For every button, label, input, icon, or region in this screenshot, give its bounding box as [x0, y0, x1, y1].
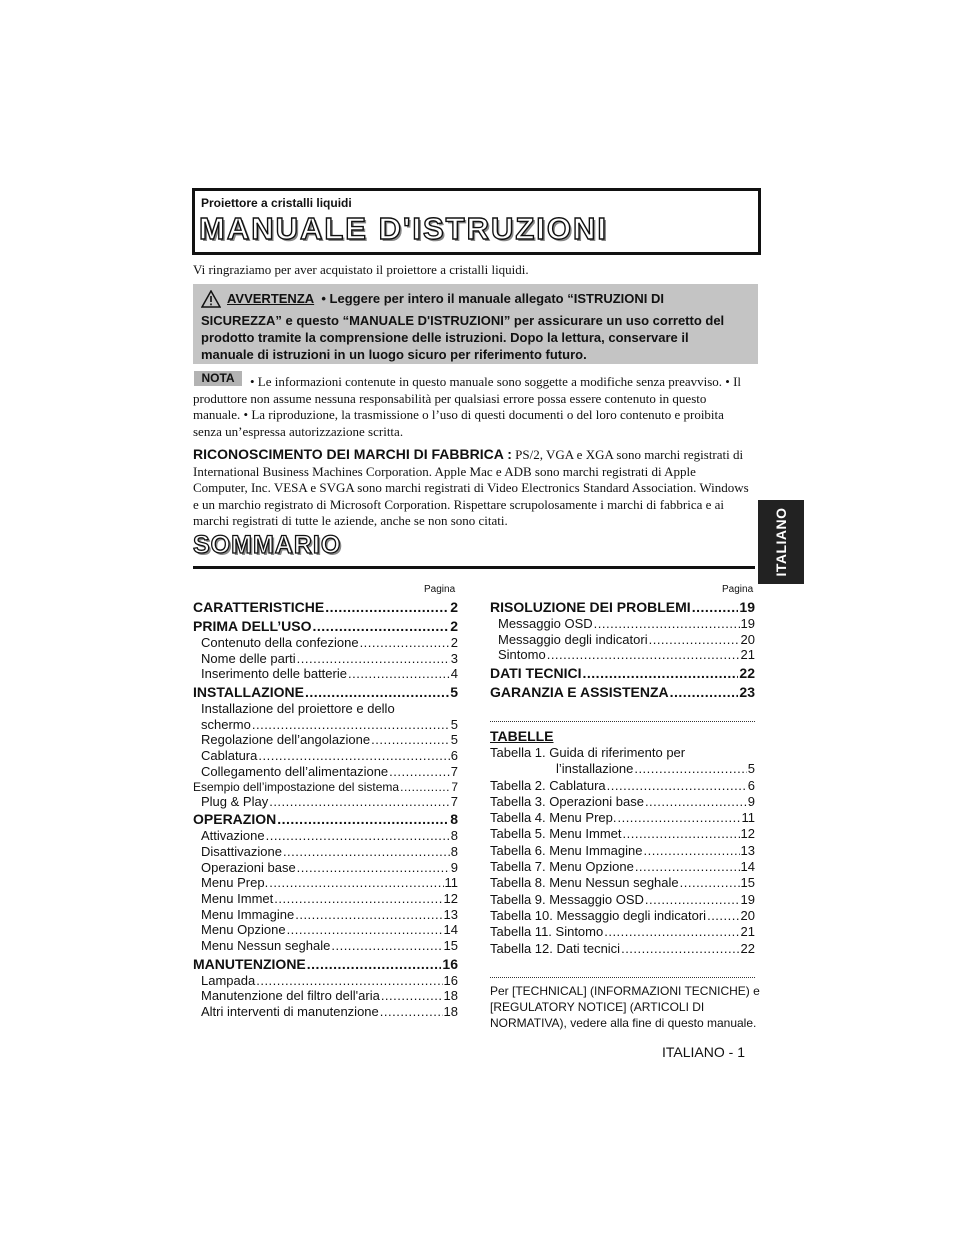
toc-entry	[193, 1004, 458, 1020]
toc-section-entry	[490, 598, 755, 616]
toc-leader-dots	[583, 664, 739, 682]
nota-text: • Le informazioni contenute in questo manuale sono soggette a modifiche senza preavviso. • Il produttore non assume nessuna responsabilità per qualsiasi errore possa essere contenuto in questo manuale. • La riproduzione, la trasmissione o l’uso di questi documenti o del loro contenuto e proibita senza un’espressa autorizzazione scritta.	[193, 374, 742, 439]
tabelle-leader-dots	[645, 794, 747, 810]
toc-entry-label: Messaggio OSD	[498, 616, 593, 631]
toc-entry-page: 9	[450, 859, 458, 875]
tabelle-leader-dots	[680, 875, 740, 891]
toc-entry-label: Menu Nessun seghale	[201, 938, 331, 953]
tabelle-list	[490, 745, 755, 957]
toc-entry-label: OPERAZION	[193, 811, 277, 828]
tabelle-entry-label: Tabella 2. Cablatura	[490, 777, 606, 793]
toc-leader-dots	[649, 632, 740, 648]
toc-entry-label: Contenuto della confezione	[201, 635, 359, 650]
tabelle-leader-dots	[707, 908, 739, 924]
toc-entry-page: 11	[444, 875, 458, 891]
toc-entry-label: Messaggio degli indicatori	[498, 631, 648, 647]
toc-entry	[193, 717, 458, 733]
toc-entry	[193, 844, 458, 860]
toc-leader-dots	[266, 828, 450, 844]
tabelle-entry	[490, 810, 755, 826]
tabelle-leader-dots	[607, 778, 747, 794]
toc-section-entry	[490, 664, 755, 682]
toc-entry-label: Lampada	[201, 972, 256, 988]
toc-leader-dots	[307, 955, 442, 973]
toc-leader-dots	[252, 717, 450, 733]
toc-leader-dots	[381, 988, 443, 1004]
toc-entry	[193, 922, 458, 938]
nota-label: NOTA	[194, 371, 242, 386]
toc-leader-dots	[274, 891, 442, 907]
document-title: MANUALE D'ISTRUZIONI	[199, 211, 609, 246]
toc-entry	[193, 651, 458, 667]
tabelle-entry-page: 19	[740, 891, 755, 907]
toc-entry-page: 20	[740, 631, 755, 647]
toc-entry	[193, 666, 458, 682]
toc-leader-dots	[295, 907, 442, 923]
toc-leader-dots	[297, 860, 450, 876]
toc-leader-dots	[325, 598, 449, 616]
toc-entry-label: Operazioni base	[201, 859, 296, 875]
pagina-label-right: Pagina	[722, 584, 754, 595]
toc-entry-label: RISOLUZIONE DEI PROBLEMI	[490, 599, 691, 615]
tabelle-entry-label: Tabella 10. Messaggio degli indicatori	[490, 907, 707, 923]
language-side-tab-label: ITALIANO	[773, 507, 789, 577]
tabelle-entry-page: 11	[741, 810, 755, 826]
toc-entry-page: 5	[450, 732, 458, 748]
toc-entry	[193, 875, 458, 891]
tabelle-leader-dots	[634, 761, 746, 777]
toc-entry-page: 8	[450, 811, 458, 828]
tabelle-entry	[490, 859, 755, 875]
warning-label: AVVERTENZA	[227, 291, 315, 306]
tabelle-entry-label: Tabella 11. Sintomo	[490, 924, 604, 940]
toc-leader-dots	[258, 748, 449, 764]
tabelle-entry-page: 22	[740, 940, 755, 956]
tabelle-leader-dots	[617, 810, 740, 826]
toc-leader-dots	[305, 683, 449, 701]
toc-leader-dots	[313, 617, 450, 635]
toc-entry-page: 4	[450, 666, 458, 682]
toc-entry	[193, 938, 458, 954]
toc-entry-page: 19	[739, 599, 755, 615]
tabelle-entry-page: 14	[740, 859, 755, 875]
toc-section-entry	[193, 955, 458, 973]
tabelle-entry-label: Tabella 8. Menu Nessun seghale	[490, 875, 679, 891]
toc-entry	[193, 732, 458, 748]
tabelle-entry	[490, 908, 755, 924]
toc-entry	[193, 635, 458, 651]
toc-entry-page: 18	[443, 988, 458, 1004]
toc-entry-page: 16	[443, 972, 458, 988]
toc-section-entry	[193, 810, 458, 828]
toc-entry-page: 7	[450, 793, 458, 809]
title-box	[192, 188, 761, 255]
toc-entry	[490, 616, 755, 632]
tabelle-entry	[490, 794, 755, 810]
toc-entry-label: Attivazione	[201, 828, 265, 844]
toc-entry-page: 23	[739, 684, 755, 701]
toc-entry-page: 13	[443, 906, 458, 922]
toc-entry-label: schermo	[201, 716, 251, 732]
warning-triangle-icon	[201, 290, 227, 312]
tabelle-entry-label: Tabella 12. Dati tecnici	[490, 940, 621, 956]
pagina-label-left: Pagina	[424, 584, 456, 595]
tabelle-entry-page: 21	[740, 924, 755, 940]
tabelle-entry	[490, 843, 755, 859]
toc-entry-page: 7	[451, 779, 458, 794]
tabelle-entry	[490, 745, 755, 761]
toc-entry-label: Nome delle parti	[201, 650, 296, 666]
toc-entry	[490, 632, 755, 648]
toc-entry	[193, 780, 458, 794]
tabelle-entry-page: 15	[740, 875, 755, 891]
toc-title-rule	[193, 566, 755, 569]
toc-leader-dots	[594, 616, 740, 632]
toc-entry	[193, 748, 458, 764]
toc-entry-page: 16	[442, 955, 458, 972]
tabelle-entry-label: Tabella 1. Guida di riferimento per	[490, 745, 686, 760]
toc-entry-label: CARATTERISTICHE	[193, 599, 325, 615]
toc-entry-label: Disattivazione	[201, 843, 282, 859]
tabelle-entry-label: Tabella 7. Menu Opzione	[490, 859, 634, 875]
warning-text	[201, 290, 741, 363]
tabelle-entry-label: Tabella 6. Menu Immagine	[490, 842, 643, 858]
toc-entry-page: 14	[443, 922, 458, 938]
toc-leader-dots	[371, 732, 450, 748]
toc-entry-page: 5	[450, 716, 458, 732]
tabelle-entry	[490, 875, 755, 891]
toc-leader-dots	[283, 844, 450, 860]
warning-body: • Leggere per intero il manuale allegato “ISTRUZIONI DI SICUREZZA” e questo “MANUALE D'ISTRUZIONI” per assicurare un uso corretto del prodotto tramite la comprensione delle istruzioni. Dopo la lettura, conservare il manuale di istruzioni in un luogo sicuro per riferimento futuro.	[201, 291, 725, 362]
tabelle-entry-label: l’installazione	[556, 761, 634, 777]
toc-entry-page: 3	[450, 650, 458, 666]
toc-leader-dots	[297, 651, 450, 667]
tabelle-entry	[490, 924, 755, 940]
trademarks-heading: RICONOSCIMENTO DEI MARCHI DI FABBRICA :	[193, 446, 512, 462]
toc-entry-label: PRIMA DELL’USO	[193, 618, 312, 634]
toc-leader-dots	[269, 875, 443, 891]
toc-leader-dots	[360, 635, 450, 651]
toc-entry-page: 15	[443, 938, 458, 953]
toc-entry-label: Regolazione dell’angolazione	[201, 732, 371, 748]
toc-entry	[193, 973, 458, 989]
toc-leader-dots	[256, 973, 442, 989]
toc-leader-dots	[692, 598, 739, 616]
tabelle-leader-dots	[621, 941, 739, 957]
toc-entry-page: 6	[450, 748, 458, 764]
toc-entry	[193, 907, 458, 923]
toc-entry-page: 2	[450, 635, 458, 650]
toc-leader-dots	[331, 938, 442, 954]
toc-entry	[490, 647, 755, 663]
toc-entry-page: 21	[740, 647, 755, 663]
toc-entry-page: 2	[450, 618, 458, 634]
tabelle-entry	[490, 941, 755, 957]
toc-leader-dots	[380, 1004, 443, 1020]
document-subtitle: Proiettore a cristalli liquidi	[201, 196, 352, 210]
toc-leader-dots	[287, 922, 443, 938]
toc-entry-label: Menu Prep.	[201, 875, 269, 891]
tabelle-entry	[490, 892, 755, 908]
tabelle-entry	[490, 778, 755, 794]
language-side-tab	[758, 500, 804, 584]
toc-leader-dots	[348, 666, 450, 682]
tabelle-entry-page: 20	[740, 907, 755, 923]
toc-entry-label: Altri interventi di manutenzione	[201, 1004, 379, 1020]
tabelle-entry-page: 9	[747, 793, 755, 809]
toc-entry-label: Cablatura	[201, 748, 258, 764]
toc-entry-label: Collegamento dell’alimentazione	[201, 763, 389, 779]
toc-leader-dots	[269, 794, 450, 810]
tabelle-entry-page: 12	[740, 826, 755, 842]
toc-entry-page: 8	[450, 843, 458, 859]
toc-section-entry	[193, 683, 458, 701]
tabelle-entry-label: Tabella 9. Messaggio OSD	[490, 891, 644, 907]
toc-entry-label: Manutenzione del filtro dell'aria	[201, 988, 380, 1004]
toc-entry-label: Sintomo	[498, 647, 546, 663]
toc-left-column	[193, 598, 458, 1020]
toc-entry-page: 7	[450, 763, 458, 779]
toc-section-entry	[193, 598, 458, 616]
intro-text: Vi ringraziamo per aver acquistato il proiettore a cristalli liquidi.	[193, 262, 529, 277]
toc-section-entry	[490, 683, 755, 701]
toc-leader-dots	[670, 683, 739, 701]
toc-entry-page: 22	[739, 665, 755, 682]
toc-entry-page: 19	[740, 616, 755, 631]
toc-entry-label: Esempio dell’impostazione del sistema	[193, 779, 400, 794]
page-footer: ITALIANO - 1	[662, 1044, 745, 1060]
toc-leader-dots	[277, 810, 449, 828]
toc-entry	[193, 828, 458, 844]
warning-box	[193, 284, 758, 364]
tabelle-entry-label: Tabella 4. Menu Prep.	[490, 810, 617, 826]
toc-entry-page: 12	[443, 890, 458, 906]
tabelle-leader-dots	[645, 892, 740, 908]
toc-right-column	[490, 598, 755, 701]
toc-entry	[193, 701, 458, 717]
tech-note: Per [TECHNICAL] (INFORMAZIONI TECNICHE) e [REGULATORY NOTICE] (ARTICOLI DI NORMATIVA), vedere alla fine di questo manuale.	[490, 984, 760, 1030]
tabelle-leader-dots	[635, 859, 740, 875]
tabelle-entry-page: 6	[747, 777, 755, 793]
tabelle-entry-label: Tabella 3. Operazioni base	[490, 793, 644, 809]
toc-entry-label: Menu Immagine	[201, 906, 295, 922]
toc-entry-label: MANUTENZIONE	[193, 955, 306, 972]
toc-leader-dots	[547, 647, 740, 663]
tabelle-entry-label: Tabella 5. Menu Immet	[490, 826, 622, 842]
toc-entry-page: 8	[450, 828, 458, 844]
toc-entry	[193, 764, 458, 780]
toc-leader-dots	[400, 780, 450, 794]
tabelle-entry-page: 5	[747, 761, 755, 777]
toc-section-entry	[193, 617, 458, 635]
trademarks-text: PS/2, VGA e XGA sono marchi registrati di International Business Machines Corporation. Apple Mac e ADB sono marchi registrati di Apple Computer, Inc. VESA e SVGA sono marchi registrati di Video Electronics Standard Association. Windows e un marchio registrato di Microsoft Corporation. Rispettare scrupolosamente i marchi di fabbrica e ai marchi registrati di tutte le aziende, anche se non sono citati.	[193, 447, 749, 528]
toc-entry-page: 2	[450, 599, 458, 615]
tabelle-entry	[490, 826, 755, 842]
tabelle-leader-dots	[643, 843, 739, 859]
toc-entry-label: Inserimento delle batterie	[201, 666, 347, 682]
tabelle-heading: TABELLE	[490, 728, 554, 744]
trademarks-paragraph	[193, 446, 753, 530]
toc-entry-page: 5	[450, 684, 458, 701]
toc-entry	[193, 988, 458, 1004]
toc-entry	[193, 891, 458, 907]
toc-entry-label: Menu Opzione	[201, 922, 286, 938]
tech-note-divider	[490, 977, 755, 978]
toc-entry-label: INSTALLAZIONE	[193, 684, 304, 701]
tabelle-entry	[490, 761, 755, 777]
toc-entry-page: 18	[443, 1004, 458, 1020]
tabelle-divider	[490, 721, 755, 722]
toc-leader-dots	[389, 764, 450, 780]
tabelle-leader-dots	[623, 826, 740, 842]
toc-entry	[193, 860, 458, 876]
toc-title: SOMMARIO	[193, 531, 342, 559]
toc-entry-label: Menu Immet	[201, 890, 274, 906]
toc-entry-label: DATI TECNICI	[490, 665, 582, 682]
tabelle-entry-page: 13	[740, 842, 755, 858]
toc-entry-label: Plug & Play	[201, 793, 269, 809]
toc-entry	[193, 794, 458, 810]
toc-entry-label: GARANZIA E ASSISTENZA	[490, 684, 669, 701]
tabelle-leader-dots	[604, 924, 739, 940]
toc-entry-label: Installazione del proiettore e dello	[201, 701, 395, 717]
